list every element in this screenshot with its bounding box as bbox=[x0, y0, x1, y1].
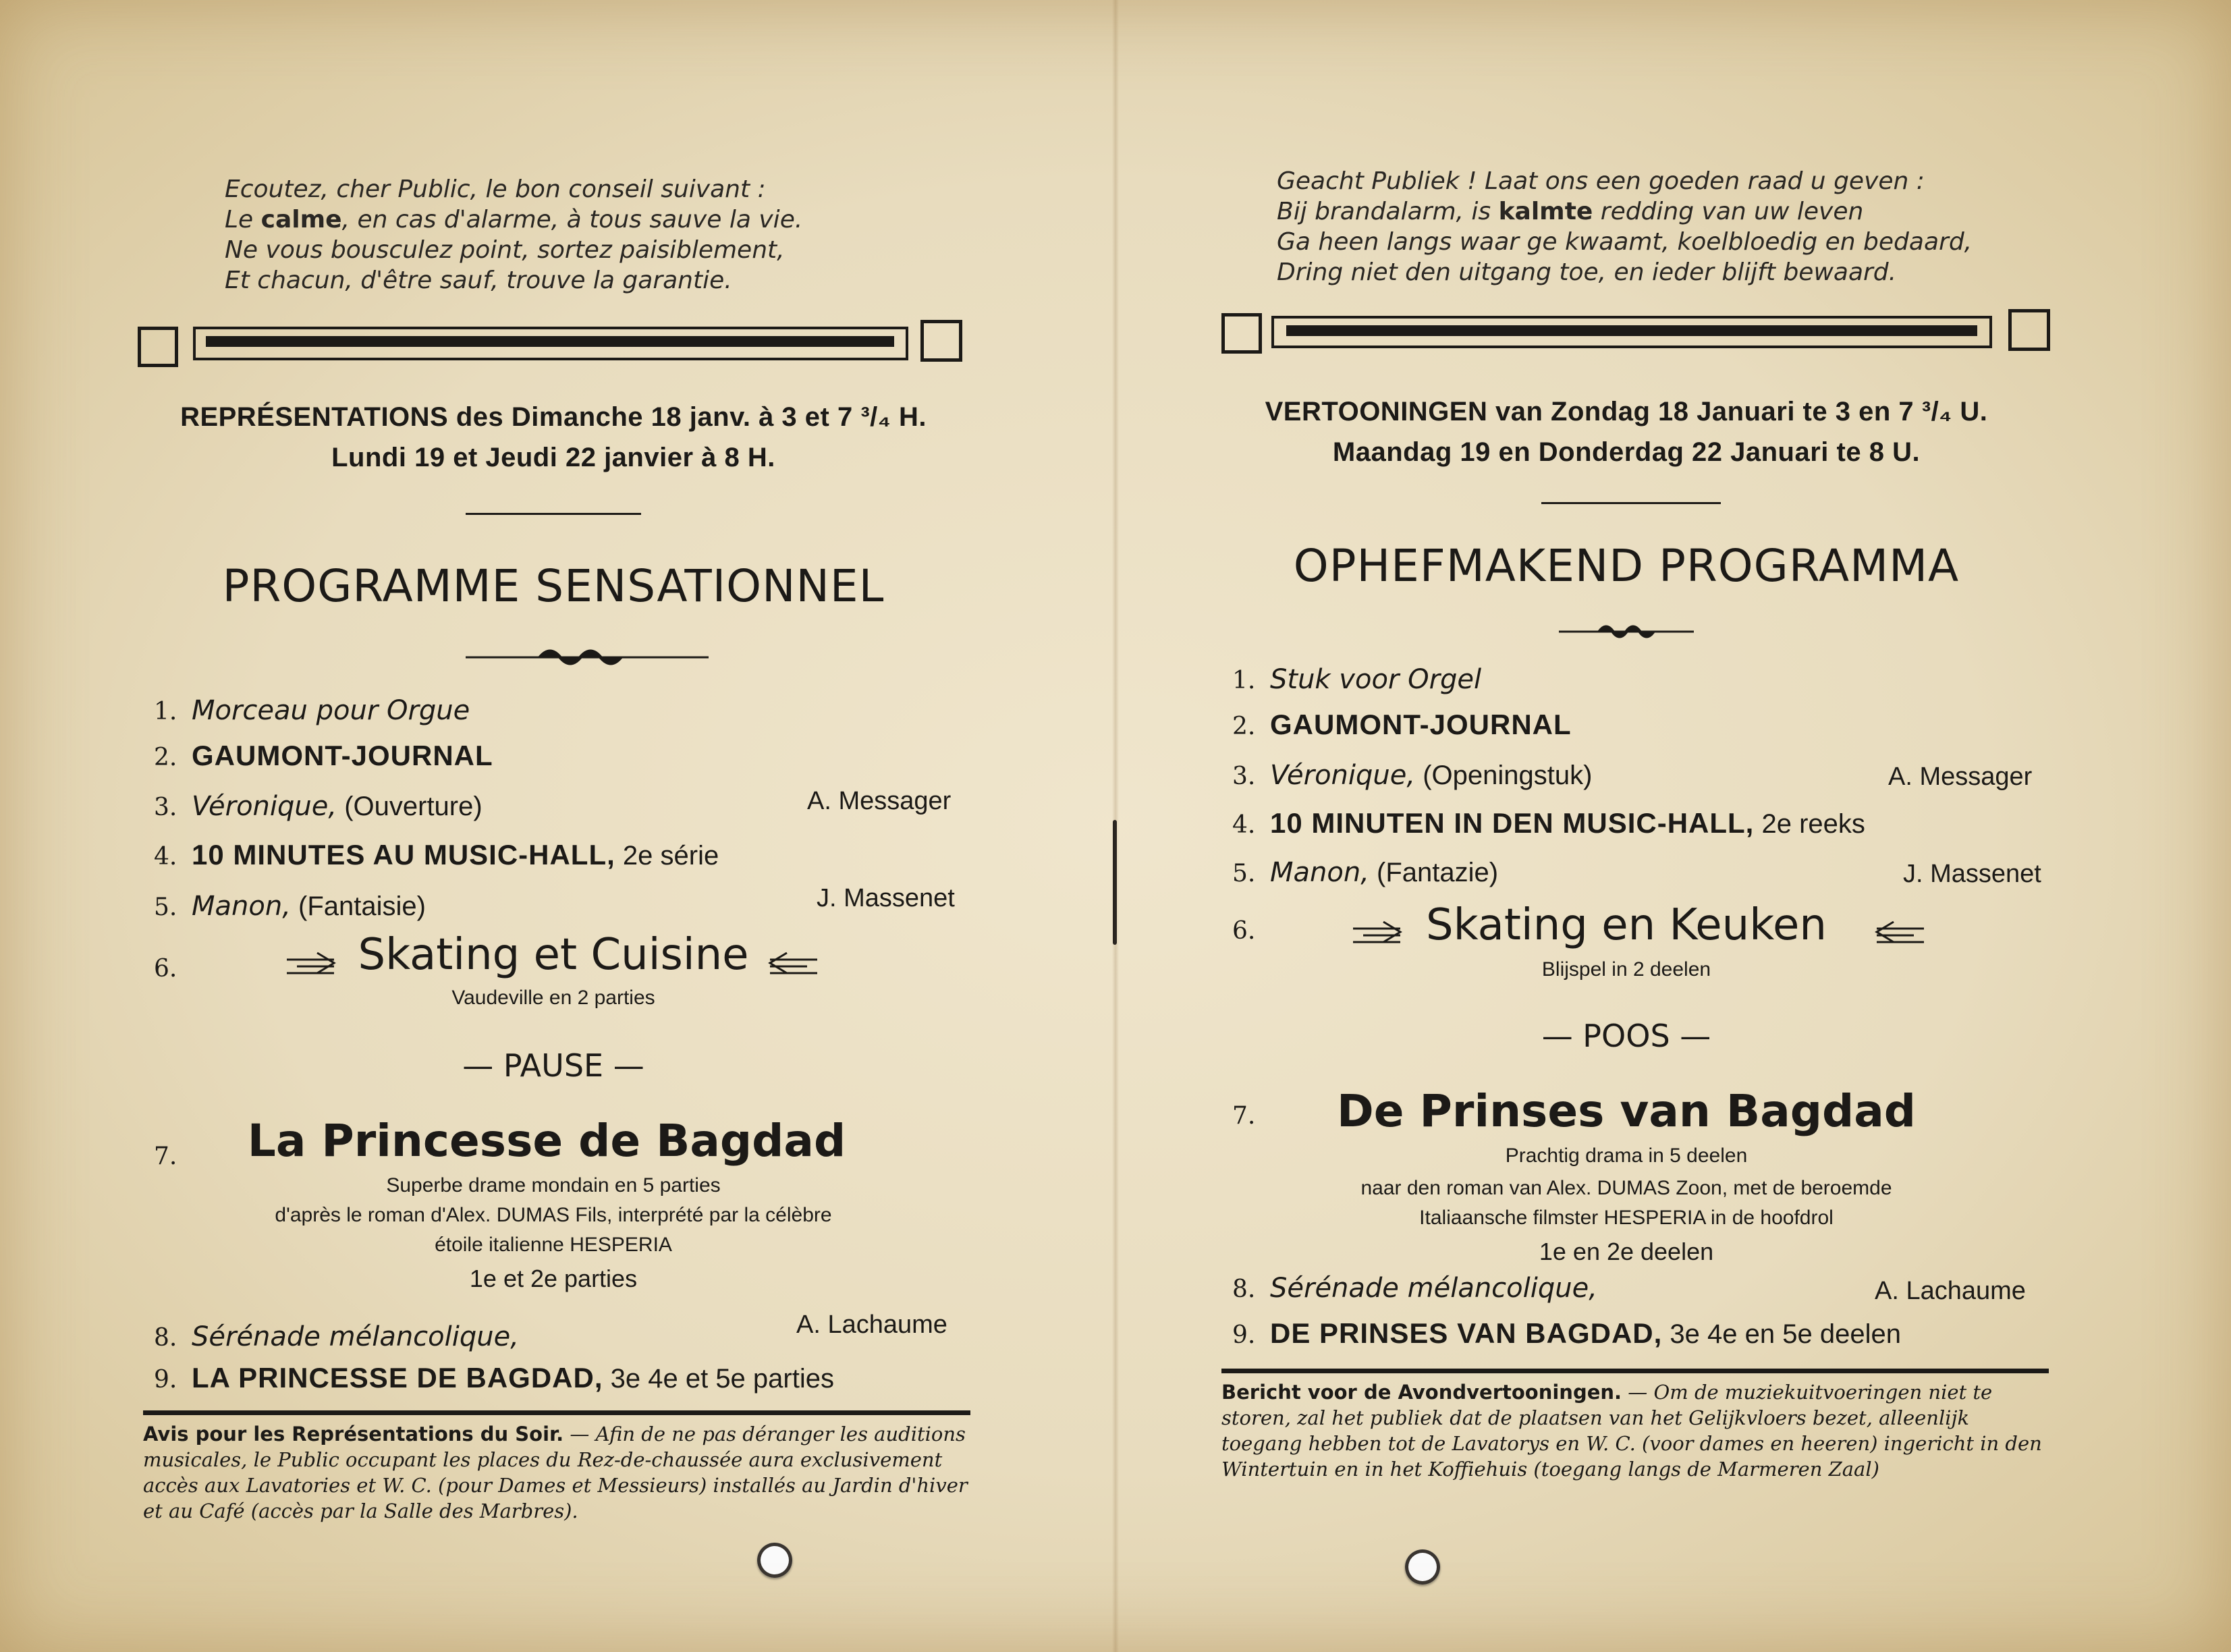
item-number: 1. bbox=[154, 698, 177, 725]
left-pause: — PAUSE — bbox=[462, 1047, 644, 1084]
item-number: 2. bbox=[154, 744, 177, 771]
right-feature-sub2: naar den roman van Alex. DUMAS Zoon, met de beroemde bbox=[1360, 1177, 1892, 1199]
left-program-title: PROGRAMME SENSATIONNEL bbox=[222, 560, 885, 612]
notice-rule bbox=[143, 1410, 970, 1415]
item-number: 7. bbox=[154, 1142, 177, 1170]
poem-line: Geacht Publiek ! Laat ons een goeden raad u geven : bbox=[1277, 167, 1925, 195]
item-author: A. Lachaume bbox=[796, 1311, 947, 1339]
left-feature-sub4: 1e et 2e parties bbox=[469, 1265, 638, 1292]
poem-line: Dring niet den uitgang toe, en ieder blijft bewaard. bbox=[1277, 258, 1897, 286]
item-detail: 2e série bbox=[615, 841, 719, 871]
right-feature-sub1: Prachtig drama in 5 deelen bbox=[1505, 1145, 1748, 1167]
notice-lead: Bericht voor de Avondvertooningen. bbox=[1221, 1381, 1622, 1404]
left-feature-princesse: La Princesse de Bagdad bbox=[247, 1115, 846, 1167]
item-number: 5. bbox=[154, 893, 177, 921]
item-number: 2. bbox=[1232, 713, 1256, 740]
right-feature-skating: Skating en Keuken bbox=[1426, 900, 1827, 950]
right-feature-sub3: Italiaansche filmster HESPERIA in de hoofdrol bbox=[1419, 1207, 1834, 1229]
left-notice bbox=[143, 1421, 970, 1524]
right-feature-sub: Blijspel in 2 deelen bbox=[1541, 958, 1711, 981]
right-item-9 bbox=[1232, 1317, 1901, 1350]
item-number: 1. bbox=[1232, 667, 1256, 694]
item-number: 7. bbox=[1232, 1102, 1256, 1130]
left-item-4 bbox=[154, 839, 719, 871]
left-feature-skating: Skating et Cuisine bbox=[358, 930, 749, 980]
poem-line: Et chacun, d'être sauf, trouve la garantie. bbox=[225, 267, 732, 294]
flourish-right-icon bbox=[1873, 915, 1927, 949]
item-author: A. Messager bbox=[1888, 763, 2033, 791]
item-title: 10 MINUTES AU MUSIC-HALL, bbox=[192, 839, 615, 871]
ornament-box-right bbox=[2008, 309, 2050, 351]
right-item-4 bbox=[1232, 807, 1865, 839]
item-number: 9. bbox=[1232, 1321, 1256, 1349]
left-item-1 bbox=[154, 695, 470, 726]
right-item-5 bbox=[1232, 857, 1498, 888]
left-item-3 bbox=[154, 791, 483, 822]
item-number: 8. bbox=[154, 1324, 177, 1352]
ornament-box-left bbox=[138, 327, 178, 367]
left-feature-sub3: étoile italienne HESPERIA bbox=[435, 1234, 672, 1256]
right-feature-sub4: 1e en 2e deelen bbox=[1539, 1238, 1714, 1265]
item-detail: 3e 4e en 5e deelen bbox=[1662, 1319, 1901, 1349]
right-item-3 bbox=[1232, 760, 1592, 791]
right-program-title: OPHEFMAKEND PROGRAMMA bbox=[1293, 540, 1960, 592]
item-detail: (Fantaisie) bbox=[290, 891, 426, 921]
item-number: 4. bbox=[1232, 811, 1256, 839]
flourish-right-icon bbox=[767, 946, 821, 980]
item-title: Véronique, bbox=[192, 791, 337, 822]
fold-mark bbox=[1113, 820, 1117, 945]
item-title: Sérénade mélancolique, bbox=[192, 1321, 519, 1352]
punch-hole-right bbox=[1405, 1549, 1440, 1585]
poem-line: Ecoutez, cher Public, le bon conseil suivant : bbox=[225, 175, 766, 203]
flourish-left-icon bbox=[1350, 915, 1404, 949]
item-title: GAUMONT-JOURNAL bbox=[1270, 709, 1572, 740]
punch-hole-left bbox=[757, 1543, 792, 1578]
item-detail: (Openingstuk) bbox=[1415, 761, 1593, 790]
item-title: Véronique, bbox=[1270, 760, 1416, 791]
left-item-2 bbox=[154, 740, 493, 772]
left-rep-line1: REPRÉSENTATIONS des Dimanche 18 janv. à 3 et 7 ³/₄ H. bbox=[180, 402, 927, 432]
notice-lead: Avis pour les Représentations du Soir. bbox=[143, 1423, 564, 1446]
poem-line: Bij brandalarm, is kalmte redding van uw leven bbox=[1277, 198, 1864, 225]
right-rep-line2: Maandag 19 en Donderdag 22 Januari te 8 U. bbox=[1332, 437, 1921, 467]
right-notice bbox=[1221, 1379, 2049, 1482]
item-number: 3. bbox=[154, 794, 177, 821]
item-detail: (Fantazie) bbox=[1369, 858, 1499, 887]
ornament-icon bbox=[466, 641, 709, 668]
right-item-1 bbox=[1232, 664, 1481, 695]
item-detail: 3e 4e et 5e parties bbox=[603, 1364, 834, 1394]
left-feature-sub2: d'après le roman d'Alex. DUMAS Fils, interprété par la célèbre bbox=[275, 1204, 832, 1226]
item-author: J. Massenet bbox=[1903, 860, 2041, 888]
right-item-6-number bbox=[1232, 915, 1270, 945]
item-number: 3. bbox=[1232, 763, 1256, 790]
left-feature-sub: Vaudeville en 2 parties bbox=[451, 987, 655, 1009]
item-author: A. Messager bbox=[807, 787, 952, 815]
left-poem bbox=[225, 174, 933, 296]
left-rep-line2: Lundi 19 et Jeudi 22 janvier à 8 H. bbox=[331, 443, 775, 472]
notice-text: — Om de muziekuitvoeringen niet te storen, zal het publiek dat de plaatsen van het Gelijkvloers bezet, alleenlijk toegang hebben tot de Lavatorys en W. C. (voor dames en heeren) ingericht in den Wintertuin en in het Koffiehuis (toegang langs de Marmeren Zaal) bbox=[1221, 1381, 2042, 1481]
right-poem bbox=[1277, 166, 2019, 287]
right-item-7-number bbox=[1232, 1100, 1270, 1130]
ornament-bar-inner bbox=[1286, 325, 1977, 336]
right-pause: — POOS — bbox=[1541, 1018, 1711, 1054]
left-item-6-number bbox=[154, 953, 192, 983]
item-title: Manon, bbox=[1270, 857, 1369, 888]
left-item-8 bbox=[154, 1321, 519, 1352]
ornament-box-right bbox=[920, 320, 962, 362]
item-title: LA PRINCESSE DE BAGDAD, bbox=[192, 1362, 603, 1394]
item-number: 6. bbox=[1232, 917, 1256, 945]
item-title: 10 MINUTEN IN DEN MUSIC-HALL, bbox=[1270, 807, 1755, 839]
item-number: 4. bbox=[154, 843, 177, 871]
item-author: A. Lachaume bbox=[1875, 1277, 2026, 1305]
item-title: DE PRINSES VAN BAGDAD, bbox=[1270, 1317, 1663, 1349]
flourish-left-icon bbox=[283, 946, 337, 980]
divider bbox=[1541, 502, 1721, 504]
notice-text: — Afin de ne pas déranger les auditions musicales, le Public occupant les places du Rez-de-chaussée aura exclusivement accès aux Lavatories et W. C. (pour Dames et Messieurs) installés au Jardin d'hiver et au Café (accès par la Salle des Marbres). bbox=[143, 1423, 968, 1522]
item-title: Morceau pour Orgue bbox=[192, 695, 470, 726]
left-feature-sub1: Superbe drame mondain en 5 parties bbox=[386, 1174, 721, 1196]
item-title: Manon, bbox=[192, 891, 291, 922]
left-item-9 bbox=[154, 1362, 834, 1394]
divider bbox=[466, 513, 641, 515]
right-item-2 bbox=[1232, 709, 1572, 741]
poem-line: Ne vous bousculez point, sortez paisiblement, bbox=[225, 236, 785, 264]
left-item-5 bbox=[154, 891, 426, 922]
left-item-7-number bbox=[154, 1140, 192, 1171]
item-number: 9. bbox=[154, 1366, 177, 1394]
item-detail: (Ouverture) bbox=[337, 792, 483, 821]
right-rep-line1: VERTOONINGEN van Zondag 18 Januari te 3 en 7 ³/₄ U. bbox=[1265, 397, 1988, 426]
item-number: 6. bbox=[154, 955, 177, 983]
poem-line: Ga heen langs waar ge kwaamt, koelbloedig en bedaard, bbox=[1277, 228, 1973, 256]
item-title: Sérénade mélancolique, bbox=[1270, 1273, 1597, 1304]
right-item-8 bbox=[1232, 1273, 1597, 1304]
item-title: Stuk voor Orgel bbox=[1270, 664, 1482, 695]
item-detail: 2e reeks bbox=[1754, 809, 1865, 839]
right-feature-prinses: De Prinses van Bagdad bbox=[1337, 1085, 1916, 1137]
item-title: GAUMONT-JOURNAL bbox=[192, 740, 493, 771]
ornament-bar-inner bbox=[206, 336, 894, 347]
notice-rule bbox=[1221, 1369, 2049, 1373]
ornament-icon bbox=[1559, 618, 1694, 645]
item-number: 8. bbox=[1232, 1275, 1256, 1303]
item-author: J. Massenet bbox=[817, 884, 955, 912]
poem-line: Le calme, en cas d'alarme, à tous sauve la vie. bbox=[225, 206, 803, 233]
item-number: 5. bbox=[1232, 860, 1256, 887]
ornament-box-left bbox=[1221, 313, 1262, 354]
